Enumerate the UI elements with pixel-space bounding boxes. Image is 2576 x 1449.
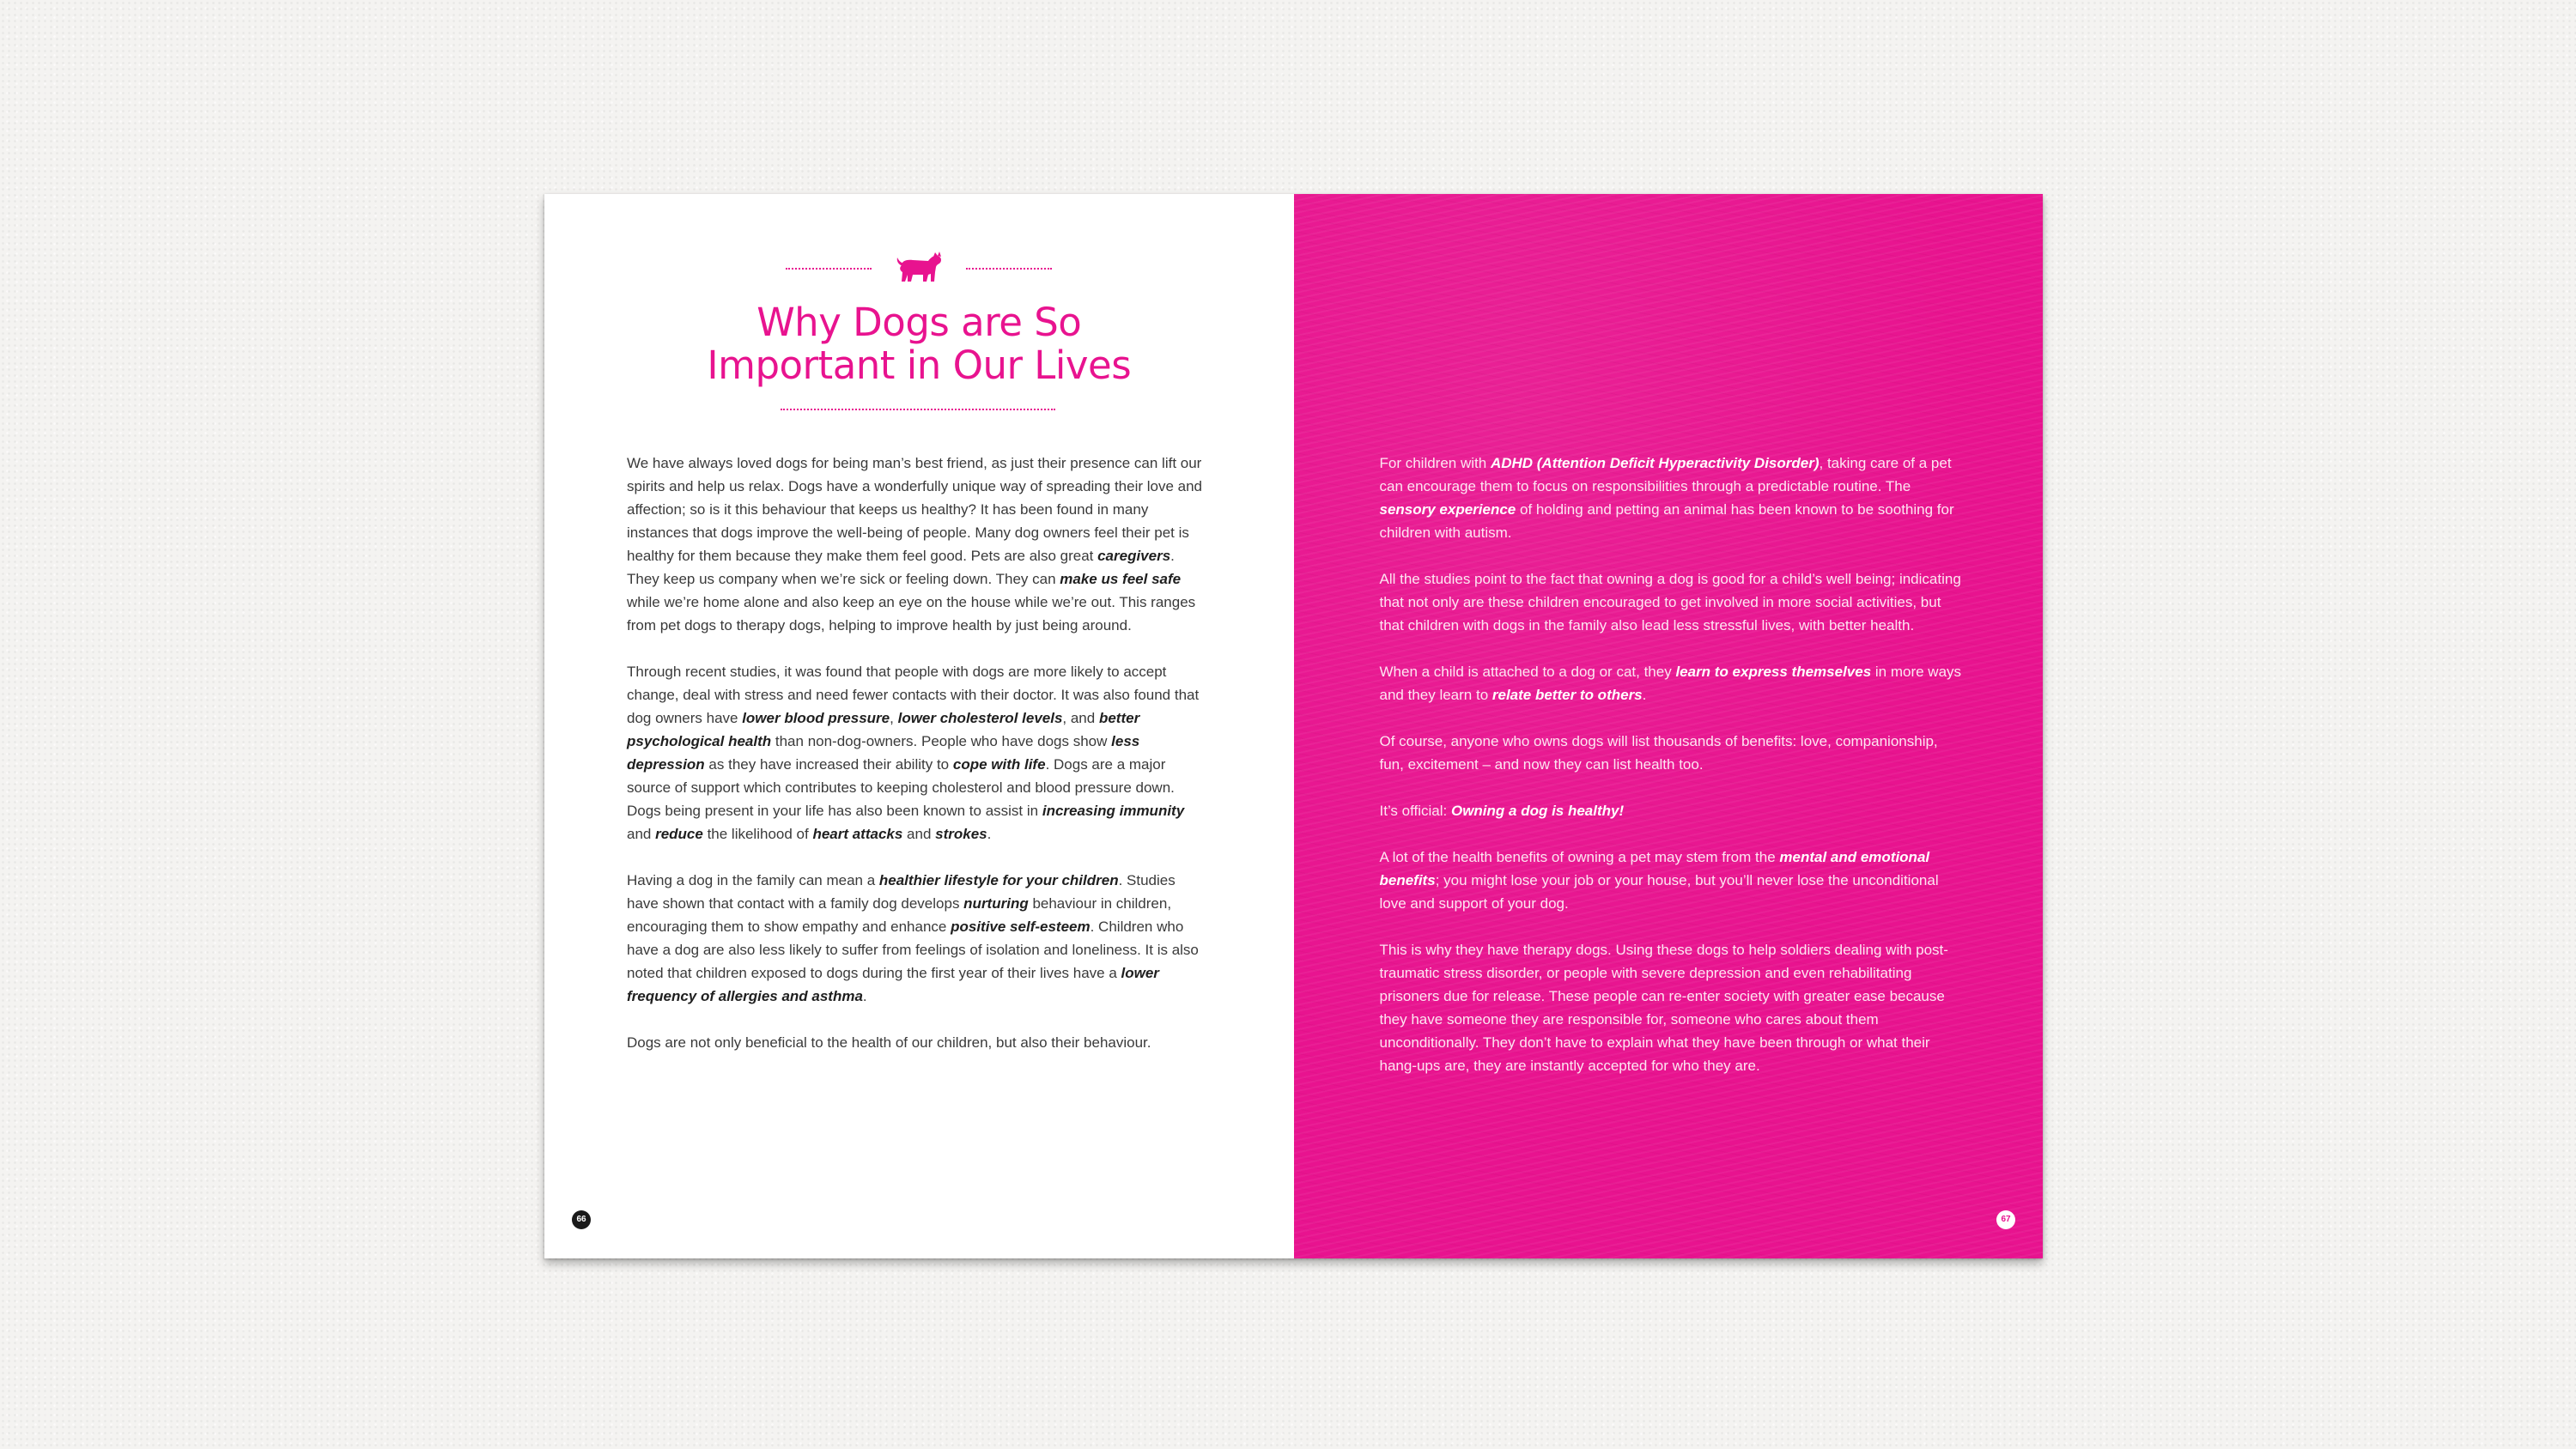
body-text: It’s official: [1379, 803, 1451, 819]
right-paragraph-1 [1380, 452, 1964, 544]
body-text: of holding and petting an animal has been known to be soothing for children with autism. [1379, 501, 1954, 541]
dotted-divider-bottom [781, 409, 1055, 410]
left-paragraph-3 [627, 869, 1211, 1008]
body-text: , [890, 710, 898, 726]
body-text: For children with [1379, 455, 1491, 471]
body-text: , taking care of a pet can encourage them to focus on responsibilities through a predictable routine. The [1379, 455, 1952, 494]
right-paragraph-5 [1380, 799, 1964, 822]
body-text: A lot of the health benefits of owning a pet may stem from the [1379, 849, 1780, 865]
body-text: When a child is attached to a dog or cat, they [1379, 664, 1676, 680]
title-ornament [544, 247, 1294, 290]
emphasis-text: ADHD (Attention Deficit Hyperactivity Disorder) [1490, 455, 1820, 471]
body-text: , and [1062, 710, 1099, 726]
body-text: . Children who have a dog are also less likely to suffer from feelings of isolation and loneliness. It is also noted that children exposed to dogs during the first year of their lives have a [627, 919, 1199, 981]
dotted-divider-right [966, 268, 1052, 270]
body-text: . [1642, 687, 1647, 703]
dog-icon [894, 252, 944, 286]
emphasis-text: increasing immunity [1042, 803, 1185, 819]
right-body-text [1380, 452, 1964, 1100]
body-text: . Studies have shown that contact with a family dog develops [627, 872, 1176, 912]
body-text: in more ways and they learn to [1379, 664, 1962, 703]
emphasis-text: less depression [627, 733, 1140, 773]
emphasis-text: sensory experience [1379, 501, 1516, 518]
left-paragraph-1 [627, 452, 1211, 637]
emphasis-text: nurturing [963, 895, 1029, 912]
body-text: Of course, anyone who owns dogs will list thousands of benefits: love, companionship, fun, excitement – and now they can list health too. [1379, 733, 1938, 773]
right-paragraph-7 [1380, 938, 1964, 1077]
left-body-text [627, 452, 1211, 1077]
title-line-2: Important in Our Lives [707, 343, 1132, 388]
body-text: . Dogs are a major source of support which contributes to keeping cholesterol and blood pressure down. Dogs being present in your life has also been known to assist in [627, 756, 1175, 819]
body-text: and [627, 826, 656, 842]
body-text: the likelihood of [702, 826, 813, 842]
emphasis-text: relate better to others [1492, 687, 1643, 703]
emphasis-text: positive self-esteem [951, 919, 1091, 935]
body-text: as they have increased their ability to [704, 756, 953, 773]
emphasis-text: learn to express themselves [1675, 664, 1872, 680]
emphasis-text: strokes [935, 826, 987, 842]
body-text: Having a dog in the family can mean a [627, 872, 879, 888]
right-page [1294, 194, 2044, 1258]
left-paragraph-2 [627, 660, 1211, 846]
emphasis-text: Owning a dog is healthy! [1450, 803, 1625, 819]
emphasis-text: healthier lifestyle for your children [878, 872, 1119, 888]
book-spread [544, 194, 2043, 1258]
emphasis-text: reduce [655, 826, 703, 842]
page-number-right: 67 [1996, 1210, 2015, 1229]
body-text: Dogs are not only beneficial to the health of our children, but also their behaviour. [627, 1034, 1151, 1051]
body-text: This is why they have therapy dogs. Using these dogs to help soldiers dealing with post-traumatic stress disorder, or people with severe depression and even rehabilitating prisoners due for release. These people can re-enter society with greater ease because they have someone they are responsible for, someone who cares about them unconditionally. They don’t have to explain what they have been through or what their hang-ups are, they are instantly accepted for who they are. [1379, 942, 1948, 1074]
right-paragraph-2 [1380, 567, 1964, 637]
emphasis-text: lower frequency of allergies and asthma [627, 965, 1159, 1004]
body-text: and [902, 826, 936, 842]
left-page [544, 194, 1294, 1258]
body-text: . They keep us company when we’re sick or feeling down. They can [627, 548, 1175, 587]
emphasis-text: lower cholesterol levels [897, 710, 1063, 726]
dotted-divider-left [786, 268, 872, 270]
body-text: We have always loved dogs for being man’s best friend, as just their presence can lift our spirits and help us relax. Dogs have a wonderfully unique way of spreading their love and affection; so is it this behaviour that keeps us healthy? It has been found in many instances that dogs improve the well-being of people. Many dog owners feel their pet is healthy for them because they make them feel good. Pets are also great [627, 455, 1203, 564]
title-line-1: Why Dogs are So [756, 300, 1082, 345]
emphasis-text: lower blood pressure [742, 710, 890, 726]
emphasis-text: heart attacks [812, 826, 903, 842]
body-text: . [987, 826, 992, 842]
page-title [544, 301, 1294, 387]
body-text: . [862, 988, 867, 1004]
body-text: than non-dog-owners. People who have dogs show [771, 733, 1112, 749]
body-text: Through recent studies, it was found that people with dogs are more likely to accept change, deal with stress and need fewer contacts with their doctor. It was also found that dog owners have [627, 664, 1200, 726]
body-text: All the studies point to the fact that owning a dog is good for a child’s well being; indicating that not only are these children encouraged to get involved in more social activities, but that children with dogs in the family also lead less stressful lives, with better health. [1379, 571, 1961, 634]
emphasis-text: mental and emotional benefits [1379, 849, 1930, 888]
right-paragraph-4 [1380, 730, 1964, 776]
right-paragraph-3 [1380, 660, 1964, 706]
left-paragraph-4 [627, 1031, 1211, 1054]
emphasis-text: caregivers [1097, 548, 1171, 564]
emphasis-text: make us feel safe [1060, 571, 1182, 587]
body-text: behaviour in children, encouraging them to show empathy and enhance [627, 895, 1172, 935]
emphasis-text: better psychological health [627, 710, 1140, 749]
body-text: while we’re home alone and also keep an eye on the house while we’re out. This ranges from pet dogs to therapy dogs, helping to improve health by just being around. [627, 594, 1196, 634]
body-text: ; you might lose your job or your house, but you’ll never lose the unconditional love and support of your dog. [1379, 872, 1939, 912]
page-number-left: 66 [572, 1210, 591, 1229]
emphasis-text: cope with life [952, 756, 1046, 773]
right-paragraph-6 [1380, 846, 1964, 915]
